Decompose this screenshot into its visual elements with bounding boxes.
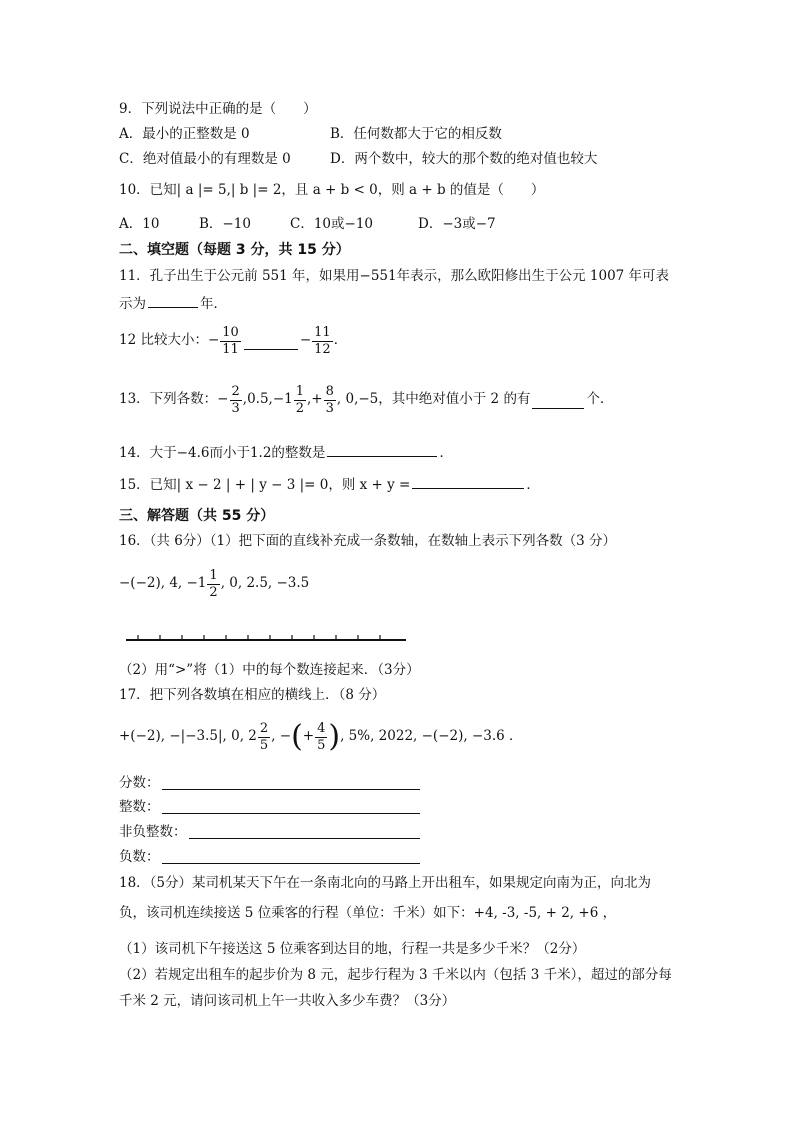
q17-nums-c: , 5%, 2022, −(−2), −3.6 ． xyxy=(340,728,523,745)
q13-fraction-2: $\frac{1}{2}$ xyxy=(295,384,305,416)
q17-fraction-2: $\frac{4}{5}$ xyxy=(317,721,326,753)
q17-numbers xyxy=(119,719,523,755)
q10-option-a: A．10 xyxy=(119,216,160,232)
q18-line2: 负，该司机连续接送 5 位乘客的行程（单位：千米）如下：+4, -3, -5, + 2, +6 ， xyxy=(119,905,617,921)
q17-nums-b: , − xyxy=(271,728,292,745)
q11-line2-post: 年． xyxy=(200,296,227,312)
section-3-heading: 三、解答题（共 55 分） xyxy=(119,508,275,524)
q12-line xyxy=(119,326,347,356)
q9-option-a: A．最小的正整数是 0 xyxy=(119,126,250,142)
q13-mid3: , 0,−5，其中绝对值小于 2 的有 xyxy=(336,391,531,408)
q17-nums-a: +(−2), −|−3.5|, 0, 2 xyxy=(119,728,257,745)
q17-fraction-answer-line[interactable] xyxy=(162,789,420,790)
q18-part2-line2: 千米 2 元，请问该司机上午一共收入多少车费？（3分） xyxy=(119,993,456,1009)
q12-post: ． xyxy=(333,332,348,349)
q16-nums-pre: −(−2), 4, −1 xyxy=(119,575,207,592)
q12-minus: − xyxy=(299,332,312,349)
left-paren-icon: ( xyxy=(291,719,303,755)
q14-line xyxy=(119,444,453,461)
q13-post: 个． xyxy=(586,391,614,408)
q16-fraction: $\frac{1}{2}$ xyxy=(209,568,218,600)
q10-option-b: B．−10 xyxy=(199,216,251,232)
q13-line xyxy=(119,385,613,415)
q15-answer-blank[interactable] xyxy=(412,476,524,489)
q16-nums-post: , 0, 2.5, −3.5 xyxy=(220,575,310,592)
q16-numbers xyxy=(119,569,309,599)
q9-option-d: D．两个数中，较大的那个数的绝对值也较大 xyxy=(330,151,598,167)
q18-part1: （1）该司机下午接送这 5 位乘客到达目的地，行程一共是多少千米？（2分） xyxy=(119,941,586,957)
q17-cat-integer-label: 整数： xyxy=(119,799,160,815)
q13-mid1: ,0.5,−1 xyxy=(242,391,293,408)
q17-cat-fraction-label: 分数： xyxy=(119,775,160,791)
q17-stem: 17．把下列各数填在相应的横线上．（8 分） xyxy=(119,687,386,703)
q14-answer-blank[interactable] xyxy=(327,444,437,457)
q10-option-c: C．10或−10 xyxy=(290,216,373,232)
q13-fraction-1: $\frac{2}{3}$ xyxy=(231,384,240,416)
q17-cat-nonneg-integer-label: 非负整数： xyxy=(119,824,187,840)
q17-cat-negative-label: 负数： xyxy=(119,849,160,865)
q16-stem: 16．（共 6分）（1）把下面的直线补充成一条数轴，在数轴上表示下列各数（3 分） xyxy=(119,533,617,549)
q12-fraction-2: $\frac{11}{12}$ xyxy=(314,325,331,357)
q17-nonneg-integer-answer-line[interactable] xyxy=(189,838,420,839)
q13-pre: 13．下列各数：− xyxy=(119,391,229,408)
q18-part2-line1: （2）若规定出租车的起步价为 8 元，起步行程为 3 千米以内（包括 3 千米），超过的部分每 xyxy=(119,967,672,983)
right-paren-icon: ) xyxy=(328,719,341,755)
q11-line1: 11．孔子出生于公元前 551 年，如果用−551年表示，那么欧阳修出生于公元 1007 年可表 xyxy=(119,268,670,284)
q14-pre: 14．大于−4.6而小于1.2的整数是 xyxy=(119,445,326,461)
q11-line2 xyxy=(119,295,227,312)
q13-answer-blank[interactable] xyxy=(532,400,584,409)
q18-line1: 18．（5分）某司机某天下午在一条南北向的马路上开出租车，如果规定向南为正，向北为 xyxy=(119,875,652,891)
q16-part2: （2）用“>”将（1）中的每个数连接起来．（3分） xyxy=(119,662,420,678)
q12-pre: 12 比较大小：− xyxy=(119,332,220,349)
q10-stem: 10．已知| a |= 5,| b |= 2，且 a + b < 0，则 a + b 的值是（ ） xyxy=(119,182,545,198)
q9-option-c: C．绝对值最小的有理数是 0 xyxy=(119,151,291,167)
q9-option-b: B．任何数都大于它的相反数 xyxy=(330,126,502,142)
q17-integer-answer-line[interactable] xyxy=(162,813,420,814)
q15-line xyxy=(119,476,540,493)
q11-line2-pre: 示为 xyxy=(119,296,146,312)
q15-post: ． xyxy=(526,477,540,493)
q13-mid2: ,+ xyxy=(307,391,323,408)
q11-answer-blank[interactable] xyxy=(148,295,198,308)
number-line[interactable] xyxy=(124,630,414,646)
q17-fraction-1: $\frac{2}{5}$ xyxy=(259,721,269,753)
q17-paren-pre: + xyxy=(302,728,315,745)
q12-answer-blank[interactable] xyxy=(244,341,298,350)
q12-fraction-1: $\frac{10}{11}$ xyxy=(222,325,239,357)
q13-fraction-3: $\frac{8}{3}$ xyxy=(325,384,334,416)
q10-option-d: D．−3或−7 xyxy=(418,216,496,232)
q15-pre: 15．已知| x − 2 | + | y − 3 |= 0，则 x + y = xyxy=(119,477,411,493)
section-2-heading: 二、填空题（每题 3 分，共 15 分） xyxy=(119,242,350,258)
q14-post: ． xyxy=(439,445,453,461)
q17-negative-answer-line[interactable] xyxy=(162,863,420,864)
q9-stem: 9．下列说法中正确的是（ ） xyxy=(119,101,317,117)
